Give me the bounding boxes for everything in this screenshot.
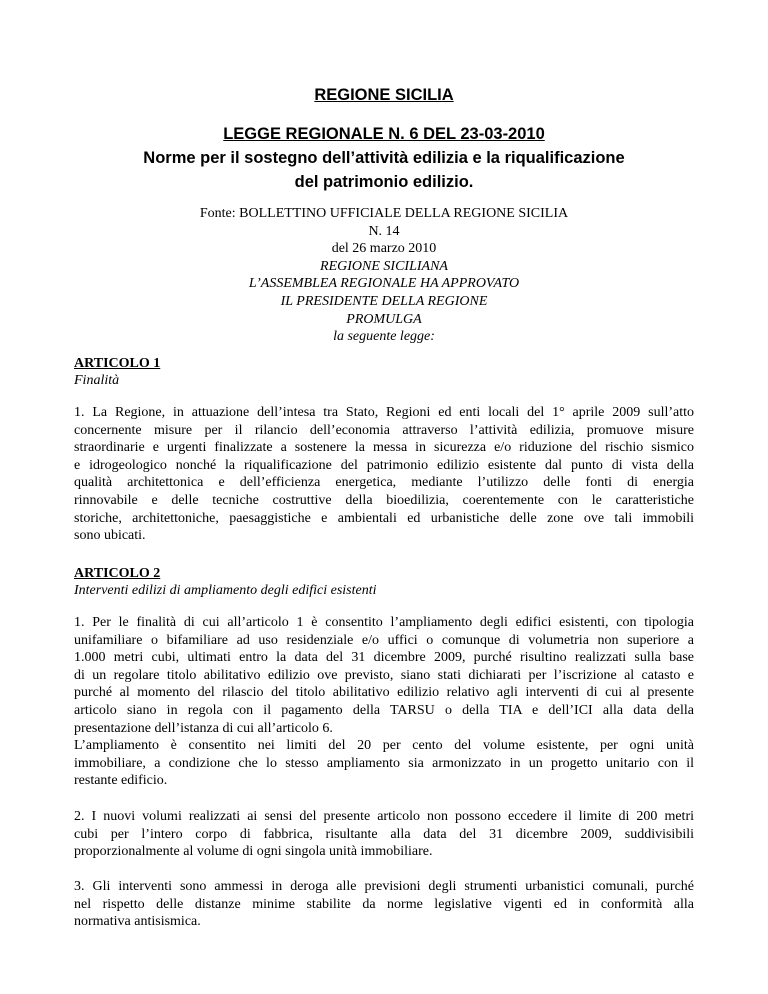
- text-line: 1. La Regione, in attuazione dell’intesa tra Stato, Regioni ed enti locali del 1° aprile 2009 sull’atto: [74, 405, 694, 420]
- text-line: 2. I nuovi volumi realizzati ai sensi del presente articolo non possono eccedere il limite di 200 metri: [74, 809, 694, 824]
- text-line: proporzionalmente al volume di ogni singola unità immobiliare.: [74, 844, 433, 860]
- law-title-line-2: del patrimonio edilizio.: [294, 173, 474, 191]
- law-heading: [40, 122, 728, 194]
- text-line: 1. Per le finalità di cui all’articolo 1 è consentito l’ampliamento degli edifici esistenti, con tipologia: [74, 615, 694, 630]
- region-title: REGIONE SICILIA: [314, 86, 454, 104]
- source-line: la seguente legge:: [333, 329, 435, 345]
- source-line: IL PRESIDENTE DELLA REGIONE: [280, 293, 488, 309]
- text-line: di un regolare titolo abilitativo edilizio ove previsto, siano stati dichiarati per l’iscrizione al catasto e: [74, 667, 694, 683]
- source-line: L’ASSEMBLEA REGIONALE HA APPROVATO: [248, 276, 520, 292]
- text-line: e idrogeologico nonché la riqualificazione del patrimonio edilizio esistente dal punto di vista della: [74, 457, 694, 473]
- text-line: cubi per l’intero corpo di fabbrica, risultante alla data del 31 dicembre 2009, suddivisibili: [74, 826, 694, 842]
- text-line: nel rispetto delle distanze minime stabilite da norme legislative vigenti ed in conformità alla: [74, 896, 694, 912]
- article-2-paragraph-1: [74, 614, 694, 790]
- text-line: storiche, architettoniche, paesaggistiche e ambientali ed urbanistiche delle zone ove tali immobili: [74, 510, 694, 526]
- source-line: REGIONE SICILIANA: [320, 258, 448, 274]
- text-line: purché al momento del rilascio del titolo abilitativo edilizio relativo agli interventi di cui al presente: [74, 685, 694, 701]
- text-line: concernente misure per il rilancio dell’economia attraverso l’attività edilizia, promuove misure: [74, 422, 694, 438]
- text-line: qualità architettonica e dell’efficienza energetica, mediante l’utilizzo delle fonti di energia: [74, 475, 694, 491]
- article-2-title: ARTICOLO 2: [74, 566, 161, 581]
- source-line: N. 14: [368, 223, 400, 239]
- text-line: rinnovabile e delle tecniche costruttive della bioedilizia, coerentemente con le caratteristiche: [74, 492, 694, 508]
- text-line: normativa antisismica.: [74, 914, 201, 930]
- text-line: articolo siano in regola con il pagamento della TARSU o della TIA e dell’ICI alla data della: [74, 702, 694, 718]
- text-line: sono ubicati.: [74, 528, 146, 544]
- text-line: immobiliare, a condizione che lo stesso ampliamento sia armonizzato in un progetto unitario con il: [74, 755, 694, 771]
- article-2-subtitle: Interventi edilizi di ampliamento degli edifici esistenti: [74, 583, 377, 598]
- article-1-subtitle: Finalità: [74, 373, 120, 388]
- article-2-paragraph-2: [74, 808, 694, 861]
- source-line: PROMULGA: [346, 311, 422, 327]
- text-line: unifamiliare o bifamiliare ad uso residenziale e/o uffici o comunque di volumetria non superiore a: [74, 632, 694, 648]
- text-line: restante edificio.: [74, 773, 168, 789]
- source-block: [60, 205, 708, 346]
- source-line: Fonte: BOLLETTINO UFFICIALE DELLA REGIONE SICILIA: [199, 206, 569, 221]
- article-1-title: ARTICOLO 1: [74, 356, 161, 371]
- text-line: 3. Gli interventi sono ammessi in deroga alle previsioni degli strumenti urbanistici comunali, purché: [74, 879, 694, 894]
- source-line: del 26 marzo 2010: [331, 241, 437, 257]
- text-line: 1.000 metri cubi, ultimati entro la data del 31 dicembre 2009, purché risultino realizzati sulla base: [74, 650, 694, 666]
- article-1-paragraph-1: [74, 404, 694, 545]
- text-line: presentazione dell’istanza di cui all’articolo 6.: [74, 720, 333, 736]
- law-number: LEGGE REGIONALE N. 6 DEL 23-03-2010: [223, 125, 545, 143]
- text-line: straordinarie e urgenti finalizzate a sostenere la messa in sicurezza e/o riduzione del rischio sismico: [74, 440, 694, 456]
- law-title-line-1: Norme per il sostegno dell’attività edilizia e la riqualificazione: [143, 149, 625, 167]
- text-line: L’ampliamento è consentito nei limiti del 20 per cento del volume esistente, per ogni unità: [74, 738, 694, 754]
- article-2-paragraph-3: [74, 878, 694, 931]
